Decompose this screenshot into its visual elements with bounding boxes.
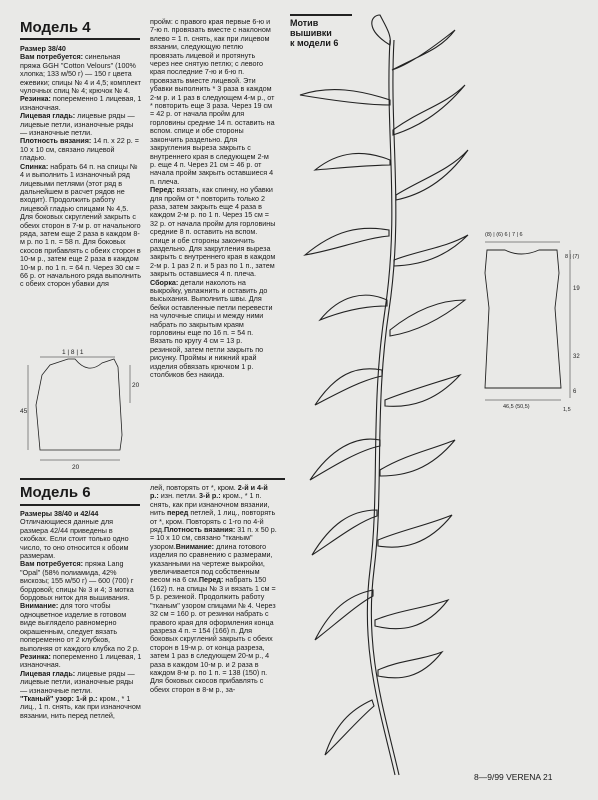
paragraph-label: 2-й и 4-й р.: [150, 484, 268, 501]
paragraph [150, 279, 276, 380]
model4-title-rule [20, 38, 140, 40]
paragraph-label: Внимание: [175, 541, 215, 551]
paragraph-label: Резинка: [20, 94, 51, 104]
paragraph-text: вязать, как спинку, но убавки для пройм от * повторить только 2 раза, затем закрыть еще 4 раза в каждом 2-м р. по 1 п. Через 15 см = 32 р. от начала пройм для горловины средние 8 п. оставить на вспом. спице и обе стороны закончить раздельно. Для закругления выреза закрыть с внутреннего края в каждом 2-м р. 1 раз 2 п. и 5 раз по 1 п., затем закрыть оставшиеся 4 п. плеча. [150, 185, 276, 279]
paragraph-text: пряжа Lang "Opal" (58% полиамида, 42% вискозы; 155 м/50 г) — 600 (700) г бордовой; спицы № 3 и 4; 3 мотка бордовых ниток для вышивания. [20, 559, 134, 603]
paragraph-text: синельная пряжа GGH "Cotton Velours" (100% хлопка; 133 м/50 г) — 150 г цвета ежевики; спицы № 4 и 4,5; комплект чулочных спиц № 4; крючок № 4. [20, 52, 141, 96]
paragraph-text: петлей, 1 лиц., повторять от *, кром. Повторять с 1-го по 4-й ряд. [150, 508, 276, 535]
model6-schema-right-low: 32 [573, 354, 580, 360]
paragraph-label: Лицевая гладь: [20, 111, 76, 121]
paragraph-text: Отличающиеся данные для размера 42/44 приведены в скобках. Если стоит только одно число, то оно относится к обоим размерам. [20, 517, 129, 561]
embroidery-motif-vine [290, 10, 470, 780]
paragraph-text: лицевые ряды — лицевые петли, изнаночные ряды — изнаночные петли. [20, 111, 135, 138]
paragraph-label: Спинка: [20, 161, 49, 171]
paragraph-text: кром., * 1 лиц., 1 п. снять, как при изнаночном вязании, нить перед петлей, [20, 693, 141, 720]
paragraph-text: 14 п. х 22 р. = 10 х 10 см, связано лицевой гладью. [20, 136, 139, 163]
model6-column-1 [20, 510, 142, 768]
paragraph [20, 95, 142, 112]
paragraph [20, 53, 142, 95]
paragraph-label: "Тканый" узор: 1-й р.: [20, 693, 98, 703]
model4-schema-top-label: 1 | 8 | 1 [62, 349, 84, 356]
paragraph [150, 575, 276, 693]
model6-schema-right-end: 6 [573, 389, 577, 395]
paragraph-label: Внимание: [20, 601, 59, 611]
paragraph-label: перед [167, 508, 189, 518]
paragraph [20, 112, 142, 137]
paragraph-label: Плотность вязания: [20, 136, 92, 146]
paragraph-label: Перед: [198, 575, 224, 585]
paragraph-text: лицевые ряды — лицевые петли, изнаночные ряды — изнаночные петли. [20, 668, 135, 695]
paragraph-text: лей, повторять от *, кром. [150, 484, 238, 492]
model6-schema-bottom: 46,5 (50,5) [503, 404, 530, 410]
model4-schema-bottom-label: 20 [72, 464, 80, 471]
paragraph [20, 163, 142, 289]
paragraph-text: 31 п. х 50 р. = 10 х 10 см, связано "тканым" узором. [150, 525, 277, 551]
paragraph-label: Вам потребуется: [20, 559, 84, 569]
paragraph-text: для того чтобы одноцветное изделие в готовом виде выглядело равномерно окрашенным, следует вязать попеременно от 2 клубков, выполняя от каждого клубка по 2 р. [20, 601, 139, 653]
paragraph-label: 3-й р.: [199, 491, 221, 501]
paragraph-label: Вам потребуется: [20, 52, 84, 62]
paragraph [20, 653, 142, 670]
model4-column-1 [20, 45, 142, 342]
paragraph-text: длина готового изделия по сравнению с размерами, указанными на чертеже выкройки, увеличивается под собственным весом на 6 см. [150, 541, 273, 585]
paragraph-label: Размеры 38/40 и 42/44 [20, 510, 99, 518]
paragraph-label: Резинка: [20, 651, 51, 661]
model4-schema-left-label: 45 [20, 408, 28, 415]
model6-schema-bottom-right: 1,5 [563, 407, 571, 413]
model6-schema-right-mid: 19 [573, 286, 580, 292]
paragraph-text: изн. петли. [158, 491, 200, 501]
paragraph-label: Размер 38/40 [20, 45, 66, 53]
model4-schema-right-label: 20 [132, 382, 140, 389]
paragraph [20, 560, 142, 602]
paragraph-label: Лицевая гладь: [20, 668, 76, 678]
paragraph [150, 186, 276, 278]
paragraph-text: кром., * 1 п. снять, как при изнаночном вязании, нить [150, 491, 270, 518]
paragraph-text: попеременно 1 лицевая, 1 изнаночная. [20, 94, 142, 112]
paragraph-label: Сборка: [150, 277, 179, 287]
paragraph-text: попеременно 1 лицевая, 1 изнаночная. [20, 651, 142, 670]
model6-pattern-schematic [455, 228, 595, 418]
model4-title: Модель 4 [20, 19, 91, 36]
paragraph-text: набрать 150 (162) п. на спицы № 3 и вязать 1 см = 5 р. резинкой. Продолжить работу "тканым" узором спицами № 4. Через 32 см = 160 р. от резинки набрать с правого края для оформления конца разреза 4 п. = 154 (166) п. Для боковых скруглений закрыть с обеих сторон в 19-м р. от конца разреза, затем 1 раз в следующем 20-м р., 4 раза в каждом 10-м р. и 2 раза в каждом 8-м р. по 1 п. = 138 (150) п. Для боковых скосов прибавлять с обеих сторон в 8-м р., за- [150, 575, 276, 694]
paragraph [20, 137, 142, 162]
model6-top-rule [20, 478, 285, 480]
paragraph [20, 602, 142, 652]
paragraph [20, 518, 142, 560]
model6-title-rule [20, 504, 140, 506]
model4-column-2 [150, 18, 276, 458]
model6-column-2 [150, 484, 278, 768]
model4-pattern-schematic [20, 345, 145, 475]
model6-title: Модель 6 [20, 484, 91, 501]
paragraph-label: Плотность вязания: [164, 525, 236, 535]
paragraph-label: Перед: [150, 185, 175, 195]
page-footer: 8—9/99 VERENA 21 [474, 772, 553, 782]
paragraph [20, 670, 142, 695]
paragraph-text: набрать 64 п. на спицы № 4 и выполнить 1 изнаночный ряд лицевыми петлями (этот ряд в дальнейшем в расчет рядов не входит). Продолжить работу лицевой гладью спицами № 4,5. Для боковых скруглений закрыть с обеих сторон в 7-м р. от начального ряда, затем еще 2 раза в каждом 8-м р. по 1 п. = 58 п. Для боковых скосов прибавлять с обеих сторон в 10-м р., затем еще 2 раза в каждом 10-м р. по 1 п. = 64 п. Через 30 см = 66 р. от начального ряда выполнить с обеих сторон убавки для [20, 161, 141, 289]
model6-schema-right-top: 8 | (7) [565, 254, 580, 260]
paragraph-text: детали наколоть на выкройку, увлажнить и оставить до высыхания. Выполнить швы. Для бейки оставленные петли перевести на чулочные спицы и между ними набрать по закрытым краям горловины еще по 16 п. = 54 п. Вязать по кругу 4 см = 13 р. резинкой, затем петли закрыть по рисунку. Проймы и нижний край изделия обвязать крючком 1 р. столбиков без накида. [150, 277, 273, 380]
model6-schema-top-label: (8) | (6) 6 | 7 | 6 [485, 232, 523, 238]
paragraph [20, 695, 142, 720]
motif-title: Мотив вышивки к модели 6 [290, 18, 339, 48]
paragraph: пройм: с правого края первые 6-ю и 7-ю п. провязать вместе с наклоном влево = 1 п. снять, как при лицевом вязании, следующую петлю провязать лицевой и протянуть через нее снятую петлю; с левого края последние 7-ю и 6-ю п. провязать вместе лицевой. Эти убавки выполнить * 3 раза в каждом 2-м р. и 1 раз в следующем 4-м р., от * повторить еще 3 раза. Через 19 см = 42 р. от начала пройм для горловины средние 14 п. оставить на вспом. спице и обе стороны закончить раздельно. Для закругления выреза закрыть с внутреннего края в следующем 2-м р. еще 4 п. Через 21 см = 46 р. от начала пройм закрыть оставшиеся 4 п. плеча. [150, 18, 275, 186]
